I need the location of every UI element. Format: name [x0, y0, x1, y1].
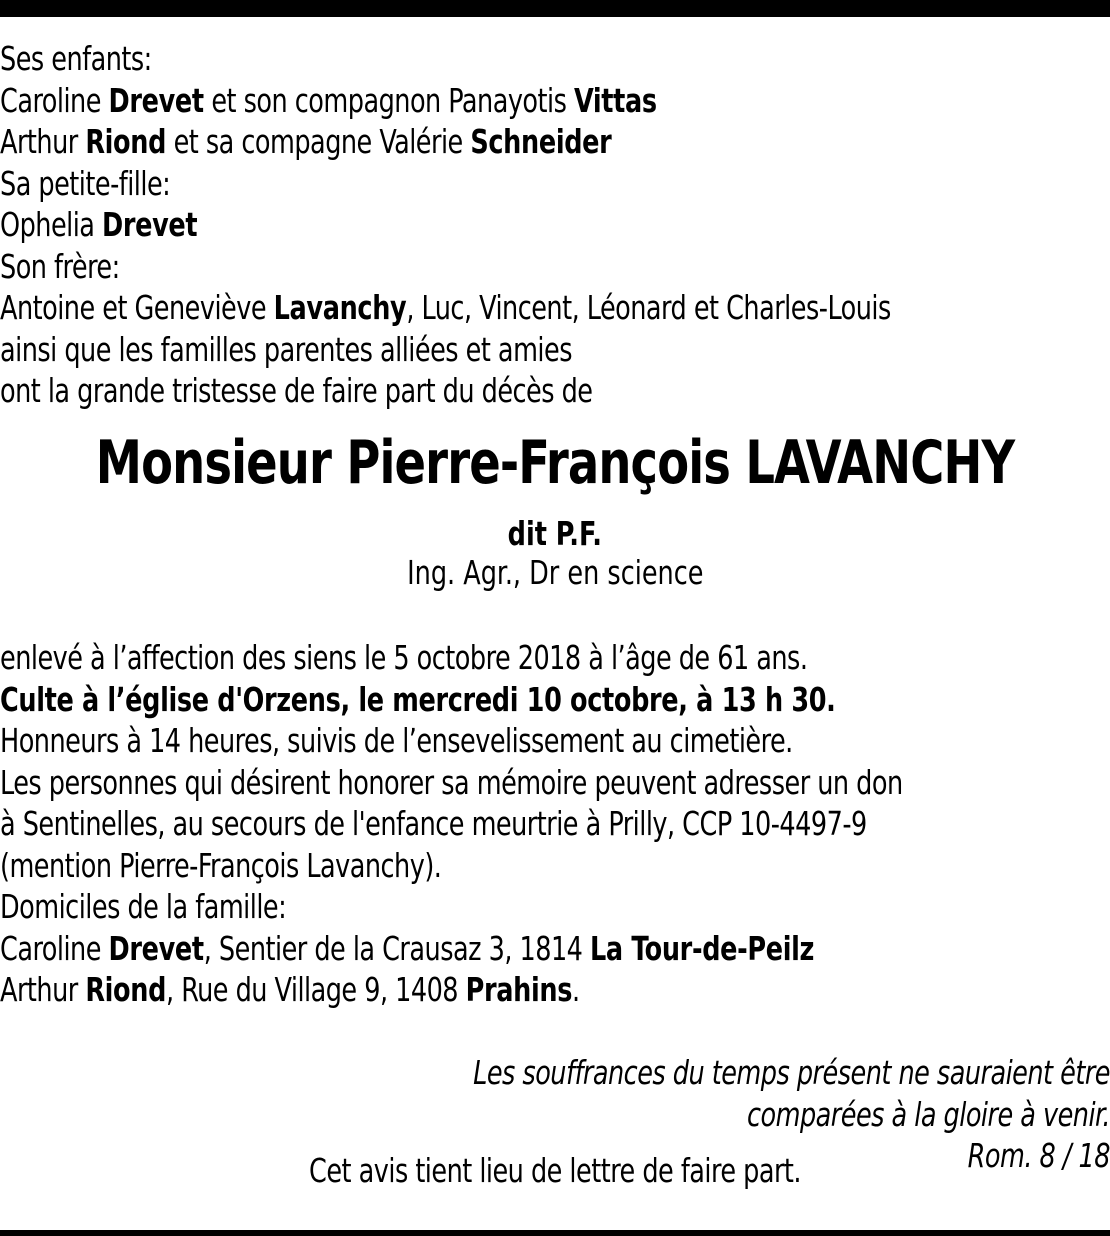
- brother-heading: Son frère:: [0, 246, 120, 286]
- surname: Drevet: [108, 928, 204, 968]
- donation-line-1: Les personnes qui désirent honorer sa mémoire peuvent adresser un don: [0, 762, 903, 802]
- verse-line-2: comparées à la gloire à venir.: [746, 1094, 1110, 1134]
- donation-line-3: (mention Pierre-François Lavanchy).: [0, 845, 442, 885]
- families-line: ainsi que les familles parentes alliées et amies: [0, 329, 572, 369]
- verse-line-1: Les souffrances du temps présent ne sauraient être: [473, 1053, 1110, 1092]
- child-line-2: [0, 121, 1109, 163]
- surname: Drevet: [102, 205, 198, 244]
- line-end: .: [572, 970, 580, 1009]
- surname: Drevet: [108, 80, 204, 120]
- honours-line: Honneurs à 14 heures, suivis de l’ensevelissement au cimetière.: [0, 721, 793, 760]
- brother-line: [0, 287, 1109, 329]
- deceased-title: Ing. Agr., Dr en science: [406, 553, 704, 592]
- town: Prahins: [465, 970, 573, 1009]
- granddaughter-heading: Sa petite-fille:: [0, 163, 171, 203]
- family-list: [0, 38, 1109, 412]
- surname: Riond: [85, 970, 167, 1009]
- domiciles-heading: Domiciles de la famille:: [0, 887, 287, 926]
- surname: Riond: [85, 122, 167, 161]
- death-line: enlevé à l’affection des siens le 5 octobre 2018 à l’âge de 61 ans.: [0, 638, 808, 677]
- child-line-1: [0, 80, 1109, 122]
- deceased-nickname: dit P.F.: [507, 514, 603, 553]
- surname: Lavanchy: [273, 288, 407, 327]
- funeral-details: [0, 637, 1109, 1011]
- given-name: Caroline: [0, 928, 109, 968]
- partner-surname: Schneider: [470, 122, 612, 161]
- verse-reference: Rom. 8 / 18: [967, 1136, 1110, 1175]
- relatives-text: , Luc, Vincent, Léonard et Charles-Louis: [406, 288, 891, 327]
- domicile-line-1: [0, 928, 1109, 970]
- given-name: Arthur: [0, 122, 86, 161]
- address: , Rue du Village 9, 1408: [166, 970, 466, 1009]
- top-rule: [0, 0, 1110, 17]
- closing-note: Cet avis tient lieu de lettre de faire part.: [309, 1151, 801, 1190]
- deceased-name: Monsieur Pierre-François LAVANCHY: [95, 428, 1015, 498]
- granddaughter-line: [0, 204, 1109, 246]
- town: La Tour-de-Peilz: [590, 928, 815, 968]
- relation-text: et sa compagne Valérie: [166, 122, 471, 161]
- relation-text: et son compagnon Panayotis: [203, 80, 574, 120]
- given-name: Antoine et Geneviève: [0, 288, 274, 327]
- given-name: Ophelia: [0, 205, 103, 244]
- given-name: Arthur: [0, 970, 86, 1009]
- donation-line-2: à Sentinelles, au secours de l'enfance meurtrie à Prilly, CCP 10-4497-9: [0, 804, 867, 843]
- address: , Sentier de la Crausaz 3, 1814: [203, 928, 591, 968]
- domicile-line-2: [0, 969, 1109, 1011]
- service-line: Culte à l’église d'Orzens, le mercredi 10 octobre, à 13 h 30.: [0, 679, 836, 719]
- given-name: Caroline: [0, 80, 109, 120]
- children-heading: Ses enfants:: [0, 39, 152, 78]
- announcement-line: ont la grande tristesse de faire part du décès de: [0, 371, 593, 410]
- bottom-rule: [0, 1230, 1110, 1236]
- partner-surname: Vittas: [573, 80, 657, 120]
